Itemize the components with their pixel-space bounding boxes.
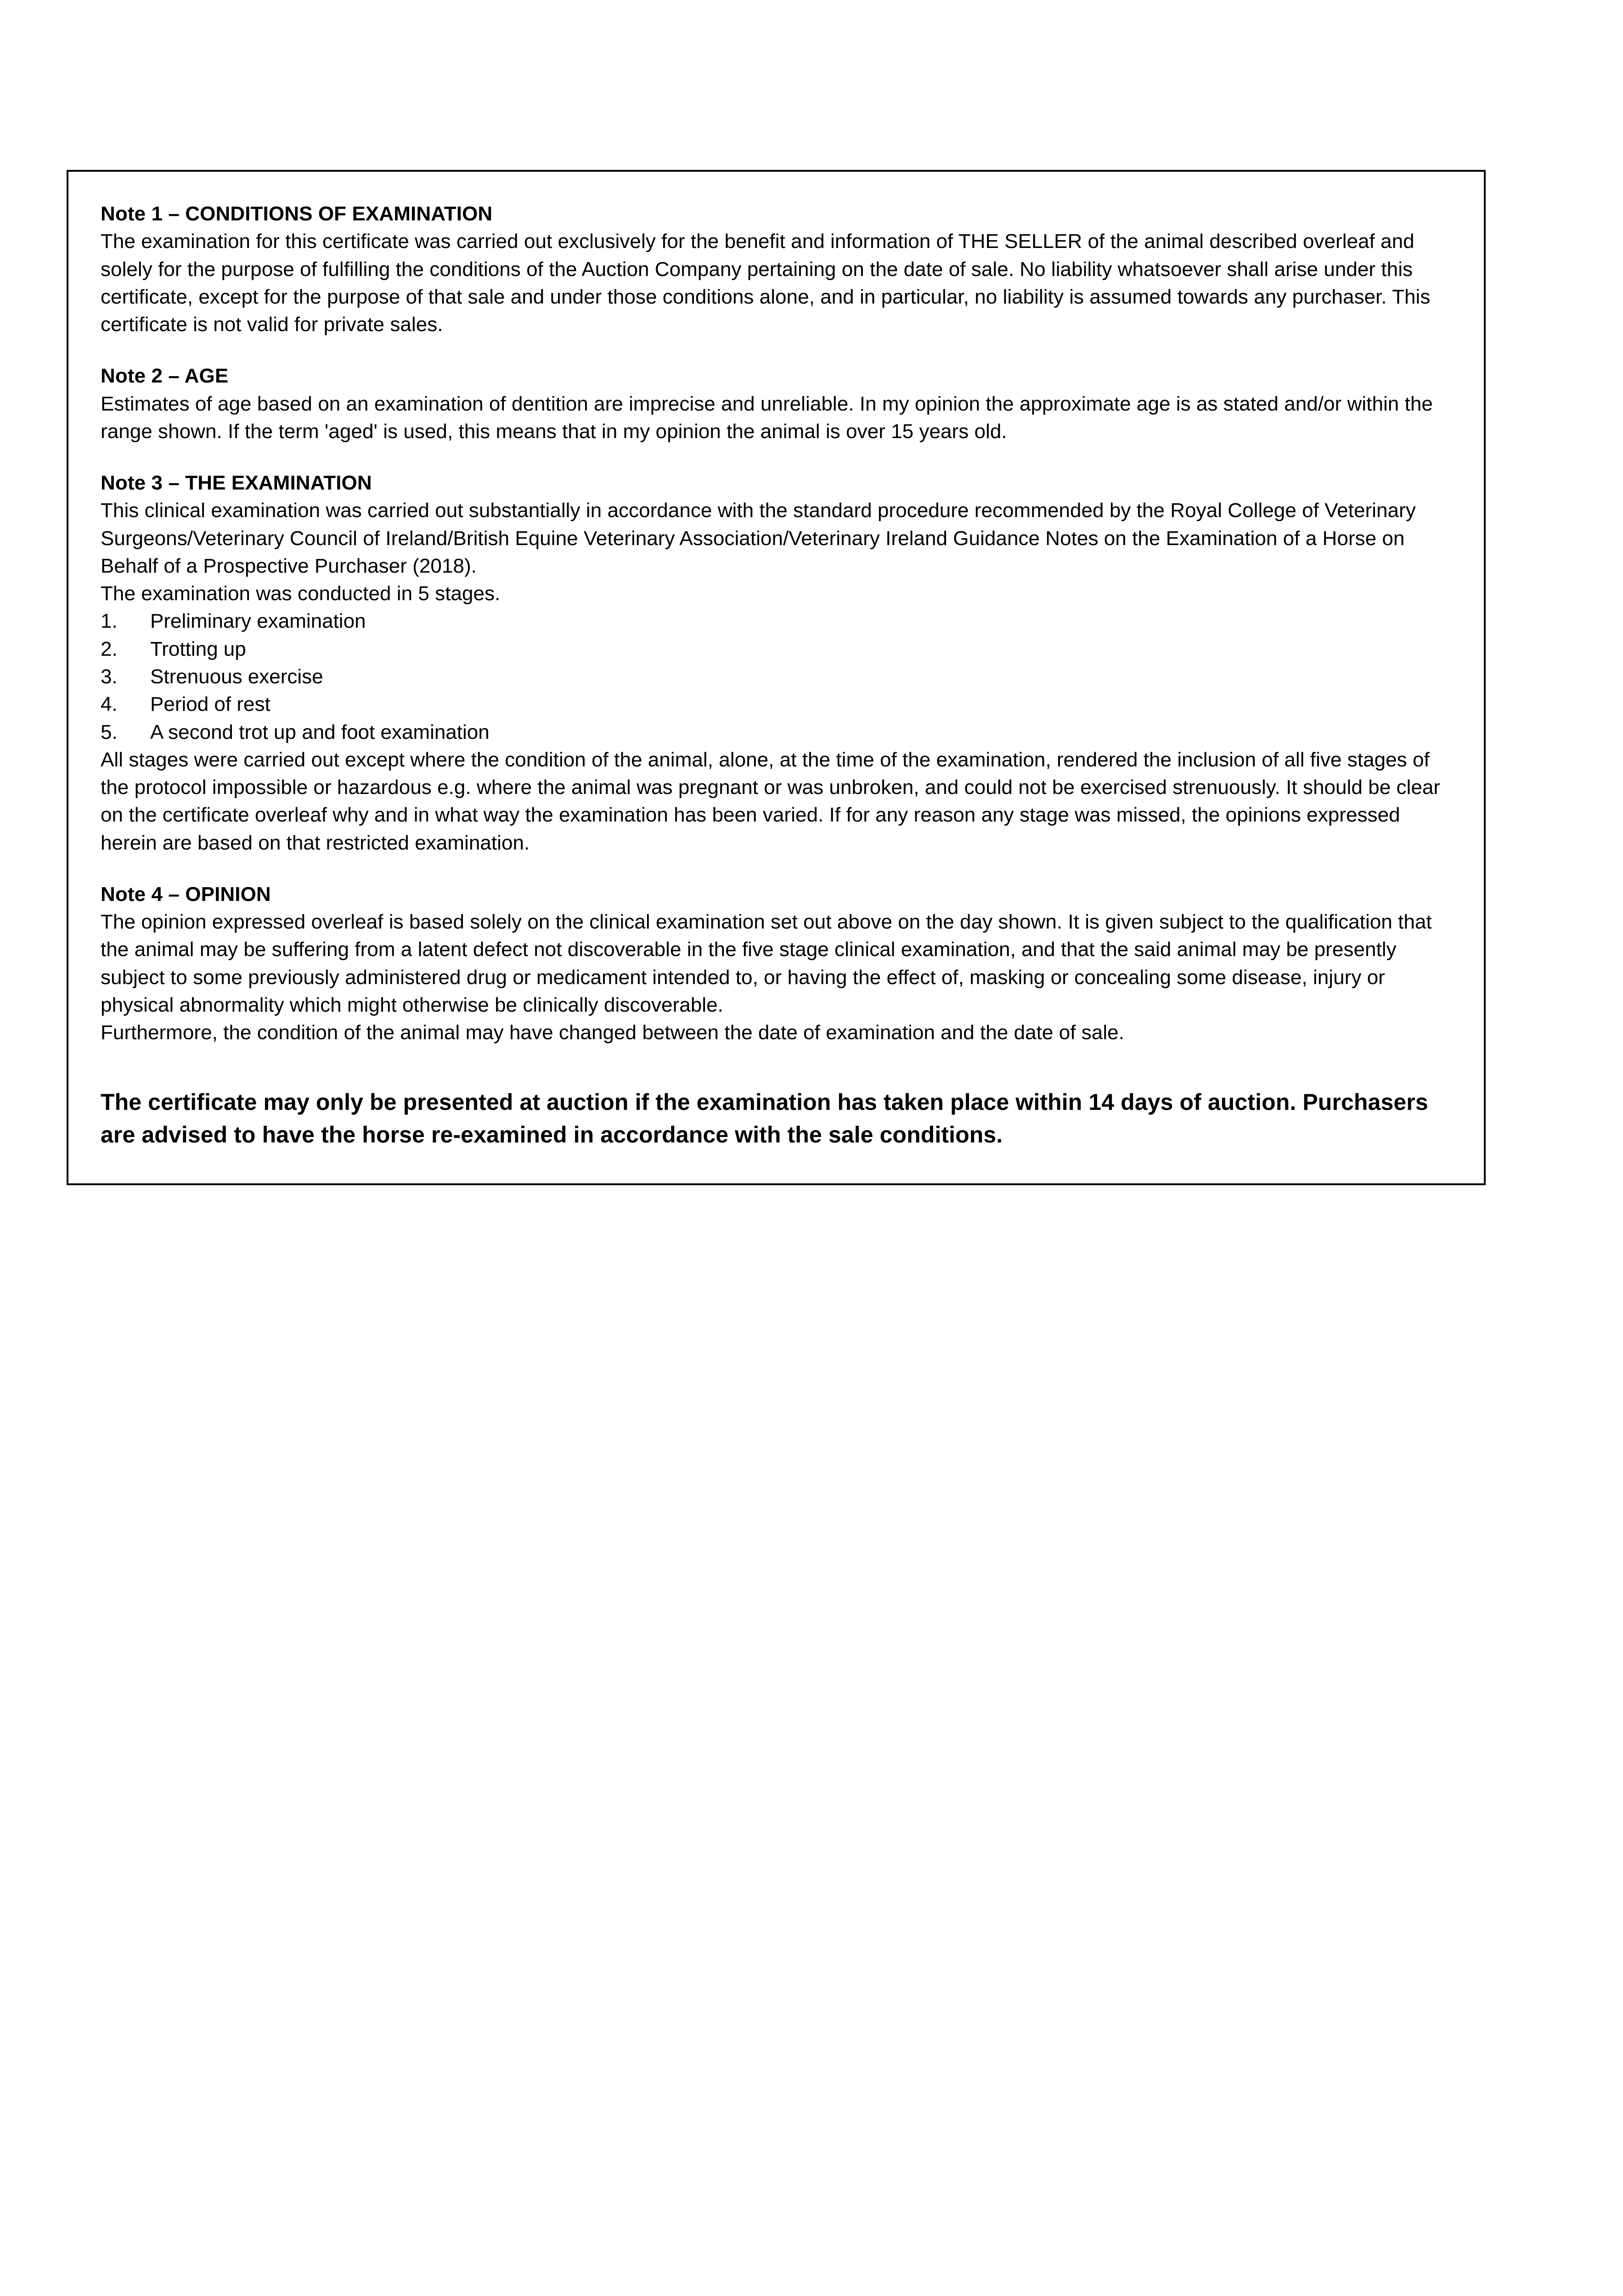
list-item: [101, 719, 1452, 746]
stage-label: A second trot up and foot examination: [150, 720, 490, 743]
note-3-body-intro: This clinical examination was carried out substantially in accordance with the standard procedure recommended by the Royal College of Veterinary Surgeons/Veterinary Council of Ireland/British Equine Veterinary Association/Veterinary Ireland Guidance Notes on the Examination of a Horse on Behalf of a Prospective Purchaser (2018).: [101, 499, 1416, 577]
note-3-block: [101, 469, 1452, 857]
note-1-block: [101, 200, 1452, 338]
closing-statement: The certificate may only be presented at auction if the examination has taken place within 14 days of auction. Purchasers are advised to have the horse re-examined in accordance with the sale conditions.: [101, 1089, 1428, 1148]
note-2-block: [101, 362, 1452, 445]
note-4-block: [101, 881, 1452, 1047]
list-item: [101, 663, 1452, 691]
list-item: [101, 636, 1452, 663]
stage-number: 1.: [101, 610, 118, 633]
stage-label: Trotting up: [150, 637, 246, 660]
stage-number: 3.: [101, 665, 118, 688]
note-3-heading: Note 3 – THE EXAMINATION: [101, 472, 372, 495]
stage-label: Period of rest: [150, 693, 270, 716]
note-4-heading: Note 4 – OPINION: [101, 883, 271, 906]
note-1-body: The examination for this certificate was carried out exclusively for the benefit and information of THE SELLER of the animal described overleaf and solely for the purpose of fulfilling the conditions of the Auction Company pertaining on the date of sale. No liability whatsoever shall arise under this certificate, except for the purpose of that sale and under those conditions alone, and in particular, no liability is assumed towards any purchaser. This certificate is not valid for private sales.: [101, 230, 1431, 336]
stage-number: 2.: [101, 637, 118, 660]
stage-number: 4.: [101, 693, 118, 716]
note-2-body: Estimates of age based on an examination of dentition are imprecise and unreliable. In my opinion the approximate age is as stated and/or within the range shown. If the term 'aged' is used, this means that in my opinion the animal is over 15 years old.: [101, 392, 1433, 443]
stage-label: Strenuous exercise: [150, 665, 323, 688]
note-2-heading: Note 2 – AGE: [101, 365, 229, 388]
note-4-body-2: Furthermore, the condition of the animal may have changed between the date of examination and the date of sale.: [101, 1021, 1124, 1044]
note-3-body-outro: All stages were carried out except where the condition of the animal, alone, at the time of the examination, rendered the inclusion of all five stages of the protocol impossible or hazardous e.g. where the animal was pregnant or was unbroken, and could not be exercised strenuously. It should be clear on the certificate overleaf why and in what way the examination has been varied. If for any reason any stage was missed, the opinions expressed herein are based on that restricted examination.: [101, 748, 1441, 854]
examination-stage-list: [101, 608, 1452, 746]
stage-label: Preliminary examination: [150, 610, 366, 633]
list-item: [101, 608, 1452, 635]
notes-box: [67, 170, 1486, 1185]
note-1-heading: Note 1 – CONDITIONS OF EXAMINATION: [101, 203, 493, 225]
stage-number: 5.: [101, 720, 118, 743]
list-item: [101, 691, 1452, 718]
note-4-body: The opinion expressed overleaf is based solely on the clinical examination set out above on the day shown. It is given subject to the qualification that the animal may be suffering from a latent defect not discoverable in the five stage clinical examination, and that the said animal may be presently subject to some previously administered drug or medicament intended to, or having the effect of, masking or concealing some disease, injury or physical abnormality which might otherwise be clinically discoverable.: [101, 911, 1432, 1016]
note-3-stages-intro: The examination was conducted in 5 stages.: [101, 582, 501, 605]
